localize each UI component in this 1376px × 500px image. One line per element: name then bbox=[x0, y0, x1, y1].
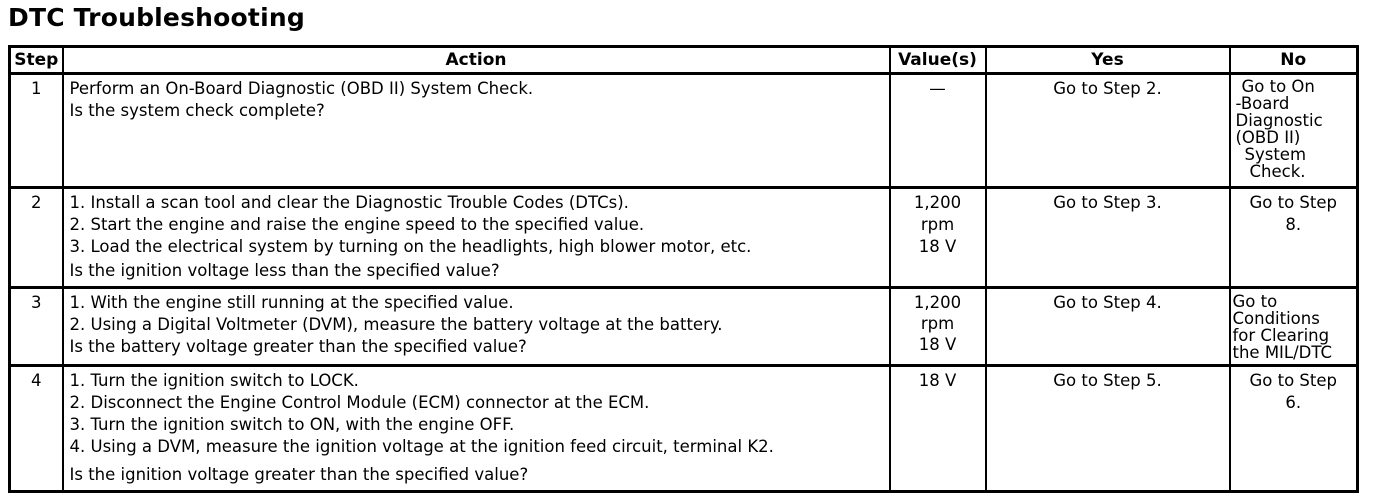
no-line: Diagnostic bbox=[1235, 111, 1323, 130]
no-line: (OBD II) bbox=[1235, 128, 1301, 147]
table-row bbox=[10, 188, 1358, 288]
action-line: 2. Disconnect the Engine Control Module (ECM) connector at the ECM. bbox=[69, 393, 650, 412]
step-number: 4 bbox=[10, 366, 63, 492]
action-line: 3. Turn the ignition switch to ON, with the engine OFF. bbox=[69, 415, 515, 434]
no-line: for Clearing bbox=[1232, 326, 1330, 345]
header-yes: Yes bbox=[986, 47, 1230, 74]
action-cell bbox=[63, 288, 890, 366]
no-line: Conditions bbox=[1232, 309, 1320, 328]
step-number: 3 bbox=[10, 288, 63, 366]
no-line: Go to Step bbox=[1249, 371, 1337, 390]
step-number: 1 bbox=[10, 74, 63, 188]
table-row bbox=[10, 288, 1358, 366]
action-line: 1. Install a scan tool and clear the Diagnostic Trouble Codes (DTCs). bbox=[69, 193, 629, 212]
yes-cell: Go to Step 2. bbox=[986, 74, 1230, 188]
table-row bbox=[10, 366, 1358, 492]
value-line: 18 V bbox=[918, 335, 957, 354]
value-cell bbox=[890, 288, 986, 366]
no-line: Go to On bbox=[1241, 77, 1315, 96]
no-line: 6. bbox=[1285, 393, 1302, 412]
value-line: 1,200 bbox=[913, 193, 962, 212]
yes-cell: Go to Step 4. bbox=[986, 288, 1230, 366]
no-line: Go to Step bbox=[1249, 193, 1337, 212]
action-question: Is the ignition voltage greater than the specified value? bbox=[69, 465, 529, 484]
yes-cell: Go to Step 5. bbox=[986, 366, 1230, 492]
no-line: Go to bbox=[1232, 292, 1278, 311]
header-values: Value(s) bbox=[890, 47, 986, 74]
no-cell bbox=[1230, 366, 1358, 492]
action-line: 4. Using a DVM, measure the ignition voltage at the ignition feed circuit, terminal K2. bbox=[69, 437, 774, 456]
no-cell bbox=[1230, 288, 1358, 366]
action-line: 3. Load the electrical system by turning on the headlights, high blower motor, etc. bbox=[69, 237, 752, 256]
action-question: Is the battery voltage greater than the specified value? bbox=[69, 337, 527, 356]
action-line: 1. With the engine still running at the specified value. bbox=[69, 293, 514, 312]
no-line: the MIL/DTC bbox=[1232, 343, 1333, 362]
value-line: rpm bbox=[920, 314, 955, 333]
value-cell: 18 V bbox=[890, 366, 986, 492]
table-header-row bbox=[10, 47, 1358, 74]
action-cell bbox=[63, 366, 890, 492]
table-row bbox=[10, 74, 1358, 188]
header-no: No bbox=[1230, 47, 1358, 74]
value-line: 1,200 bbox=[913, 293, 962, 312]
header-action: Action bbox=[63, 47, 890, 74]
action-line: 2. Using a Digital Voltmeter (DVM), measure the battery voltage at the battery. bbox=[69, 315, 723, 334]
action-cell bbox=[63, 188, 890, 288]
no-line: Check. bbox=[1249, 162, 1306, 181]
yes-cell: Go to Step 3. bbox=[986, 188, 1230, 288]
action-question: Is the system check complete? bbox=[69, 101, 325, 120]
no-line: -Board bbox=[1235, 94, 1290, 113]
no-cell bbox=[1230, 74, 1358, 188]
header-step: Step bbox=[10, 47, 63, 74]
step-number: 2 bbox=[10, 188, 63, 288]
page-title: DTC Troubleshooting bbox=[8, 3, 305, 32]
value-cell bbox=[890, 188, 986, 288]
no-line: System bbox=[1244, 145, 1307, 164]
no-line: 8. bbox=[1285, 215, 1302, 234]
action-line: 2. Start the engine and raise the engine speed to the specified value. bbox=[69, 215, 645, 234]
value-cell: — bbox=[890, 74, 986, 188]
action-line: Perform an On-Board Diagnostic (OBD II) System Check. bbox=[69, 79, 534, 98]
action-line: 1. Turn the ignition switch to LOCK. bbox=[69, 371, 359, 390]
dtc-table bbox=[8, 45, 1359, 493]
action-question: Is the ignition voltage less than the specified value? bbox=[69, 261, 500, 280]
value-line: rpm bbox=[920, 215, 955, 234]
action-cell bbox=[63, 74, 890, 188]
value-line: 18 V bbox=[918, 237, 957, 256]
no-cell bbox=[1230, 188, 1358, 288]
